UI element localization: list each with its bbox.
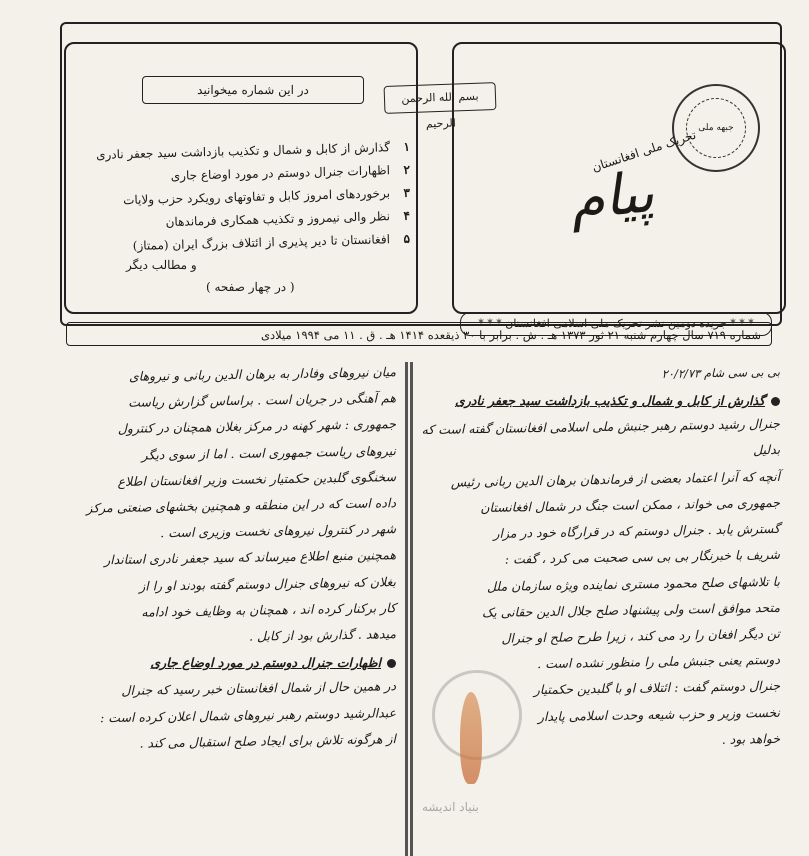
article-headline: اظهارات جنرال دوستم در مورد اوضاع جاری [66, 650, 396, 676]
article-line: جمهوری می خواند ، ممکن است جنگ در شمال افغانستان [480, 494, 781, 516]
paper-subtitle: تحریک ملی افغانستان [590, 127, 698, 175]
article-headline: گذارش از کابل و شمال و تکذیب بازداشت سید جعفر نادری [420, 388, 780, 414]
article-line: متحد موافق است ولی پیشنهاد صلح جلال الدین حقانی یک [481, 599, 781, 620]
article-line: نیروهای ریاست جمهوری است . اما از سوی دیگر [141, 442, 397, 463]
watermark-text: بنیاد اندیشه [422, 800, 479, 814]
contents-banner: در این شماره میخوانید [142, 76, 364, 104]
article-line: نخست وزیر و حزب شیعه وحدت اسلامی پایدار [537, 704, 781, 724]
article-line: میان نیروهای وفادار به برهان الدین ربانی و نیروهای [128, 364, 397, 384]
issue-dateline: شماره ۷۱۹ سال چهارم شنبه ۲۱ ثور ۱۳۷۳ هـ . ش . برابر با ۳۰ ذیقعده ۱۴۱۴ هـ . ق . ۱۱ می ۱۹۹۴ میلادی [66, 322, 772, 346]
newspaper-page [60, 22, 790, 856]
article-line: جنرال دوستم گفت : ائتلاف او با گلبدین حکمتیار [533, 678, 781, 698]
seal-text: جبهه ملی [686, 98, 746, 158]
article-line: دوستم یعنی جنبش ملی را منظور نشده است . [537, 652, 781, 672]
contents-item: ۴ نظر والی نیمروز و تکذیب همکاری فرماندهان [165, 208, 411, 230]
source-line: بی بی سی شام ۲۰/۲/۷۳ [661, 364, 781, 381]
article-line: داده است که در این منطقه و همچنین بخشهای صنعتی مرکز [86, 495, 397, 516]
article-line: بغلان که نیروهای جنرال دوستم گفته بودند او را از [138, 573, 397, 594]
article-line: میدهد . گذارش بود از کابل . [248, 626, 397, 644]
watermark-flame-icon [460, 692, 482, 784]
column-divider [405, 362, 413, 856]
article-line: خواهد بود . [721, 730, 781, 747]
article-line: عبدالرشید دوستم رهبر نیروهای شمال اعلان کرده است : [99, 704, 397, 725]
contents-item: ۳ برخوردهای امروز کابل و تفاوتهای رویکرد حزب ولایات [122, 185, 411, 208]
paper-title: پیام [566, 159, 657, 234]
contents-box [64, 42, 418, 314]
contents-extra: و مطالب دیگر [126, 258, 197, 272]
bullet-icon [387, 659, 396, 668]
bullet-icon [771, 397, 780, 406]
article-line: از هرگونه تلاش برای ایجاد صلح استقبال می کند . [139, 730, 397, 751]
bismillah-box: بسم الله الرحمن الرحيم [384, 82, 497, 114]
article-line: با تلاشهای صلح محمود مستری نماینده ویژه سازمان ملل [486, 573, 781, 594]
contents-item: ۱ گذارش از کابل و شمال و تکذیب بازداشت سید جعفر نادری [95, 139, 411, 162]
left-column [66, 362, 396, 755]
article-line: شهر در کنترول نیروهای نخست وزیری است . [160, 521, 397, 541]
article-line: جنرال رشید دوستم رهبر جنبش ملی اسلامی افغانستان گفته است که بدلیل [421, 416, 781, 458]
article-line: هم آهنگی در جریان است . براساس گزارش ریاست [128, 390, 397, 410]
masthead [452, 42, 786, 330]
article-line: شریف با خبرنگار بی بی سی صحبت می کرد ، گفت : [504, 547, 781, 568]
article-line: آنچه که آنرا اعتماد بعضی از فرماندهان برهان الدین ربانی رئیس [450, 468, 781, 490]
article-line: سخنگوی گلبدین حکمتیار نخست وزیر افغانستان اطلاع [117, 468, 397, 489]
article-line: کار برکنار کرده اند ، همچنان به وظایف خود ادامه [141, 599, 397, 620]
masthead-tagline: * * * جریده دومین نشر تحریک ملی اسلامی افغانستان * * * [460, 312, 772, 336]
article-line: جمهوری : شهر کهنه در مرکز بغلان همچنان در کنترول [117, 416, 397, 437]
contents-item: ۲ اظهارات جنرال دوستم در مورد اوضاع جاری [170, 162, 411, 183]
contents-item: ۵ افغانستان تا دیر پذیری از ائتلاف بزرگ ایران (ممتاز) [132, 231, 411, 253]
contents-footer: ( در چهار صفحه ) [206, 280, 295, 294]
contents-list [80, 140, 410, 255]
article-line: تن دیگر افغان را رد می کند ، زیرا طرح صلح او جنرال [501, 625, 781, 646]
article-line: در همین حال از شمال افغانستان خبر رسید که جنرال [121, 678, 397, 699]
article-line: همچنین منبع اطلاع میرساند که سید جعفر نادری استاندار [104, 547, 397, 568]
article-line: گسترش یابد . جنرال دوستم که در قرارگاه خود در مزار [493, 521, 781, 542]
